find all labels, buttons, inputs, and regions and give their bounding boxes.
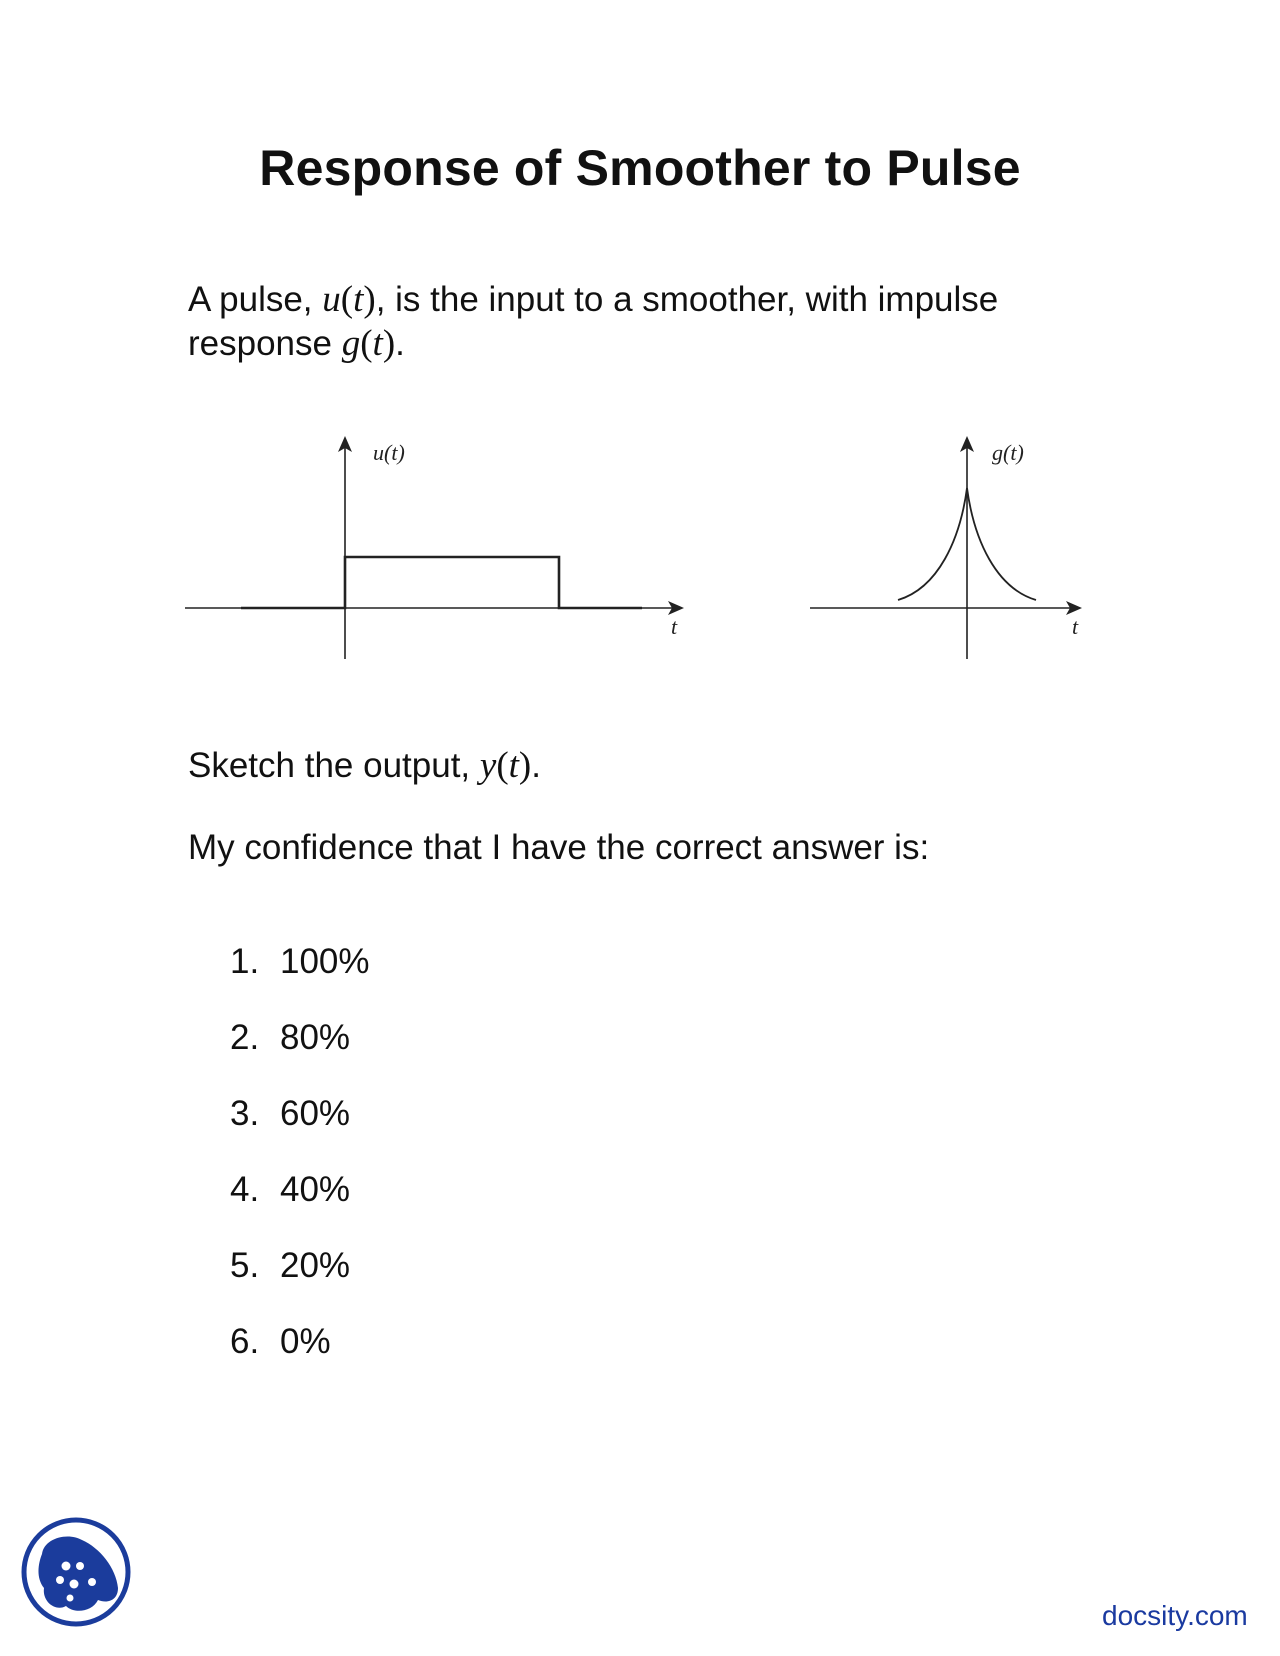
- option-number: 4.: [230, 1170, 260, 1209]
- option-item: [230, 1244, 350, 1288]
- option-item: [230, 1016, 350, 1060]
- pulse-y-label: u(t): [373, 440, 405, 465]
- option-label: 20%: [280, 1246, 351, 1285]
- sketch-text-2: .: [531, 746, 541, 785]
- math-var-t: t: [372, 323, 383, 364]
- impulse-x-label: t: [1072, 614, 1079, 639]
- page-title: Response of Smoother to Pulse: [259, 140, 1021, 196]
- option-item: [230, 1092, 350, 1136]
- option-item: [230, 1320, 331, 1364]
- sketch-text-1: Sketch the output,: [188, 746, 480, 785]
- math-paren-close: ): [382, 323, 396, 364]
- option-label: 40%: [280, 1170, 351, 1209]
- option-label: 80%: [280, 1018, 351, 1057]
- math-var-t: t: [353, 279, 364, 320]
- math-paren-open: (: [340, 279, 354, 320]
- pulse-x-label: t: [671, 614, 678, 639]
- sketch-prompt: [188, 744, 1108, 788]
- option-number: 5.: [230, 1246, 260, 1285]
- math-paren-open: (: [496, 745, 509, 786]
- docsity-logo-icon[interactable]: [20, 1516, 132, 1628]
- math-y-of-t: [480, 745, 531, 786]
- math-g-of-t: [342, 323, 395, 364]
- option-item: [230, 1168, 350, 1212]
- impulse-y-label: g(t): [992, 440, 1024, 465]
- intro-text-3: response: [188, 324, 342, 363]
- intro-paragraph: [188, 278, 1108, 366]
- pulse-signal: [241, 557, 642, 608]
- intro-text-2: , is the input to a smoother, with impulse: [375, 280, 999, 319]
- option-label: 60%: [280, 1094, 351, 1133]
- intro-text-1: A pulse,: [188, 280, 323, 319]
- pulse-graph: [180, 430, 700, 670]
- option-item: [230, 940, 370, 984]
- confidence-prompt: My confidence that I have the correct answer is:: [188, 828, 930, 867]
- math-var-g: g: [341, 323, 361, 364]
- option-number: 1.: [230, 942, 260, 981]
- option-number: 6.: [230, 1322, 260, 1361]
- intro-text-4: .: [395, 324, 405, 363]
- math-var-u: u: [322, 279, 341, 320]
- math-u-of-t: [322, 279, 375, 320]
- math-var-t: t: [508, 745, 519, 786]
- option-number: 2.: [230, 1018, 260, 1057]
- math-paren-open: (: [360, 323, 373, 364]
- math-paren-close: ): [518, 745, 532, 786]
- option-label: 0%: [280, 1322, 331, 1361]
- option-number: 3.: [230, 1094, 260, 1133]
- option-label: 100%: [280, 942, 370, 981]
- brand-link[interactable]: docsity.com: [1102, 1600, 1248, 1631]
- impulse-response-graph: [810, 430, 1110, 670]
- math-paren-close: ): [363, 279, 376, 320]
- math-var-y: y: [479, 745, 497, 786]
